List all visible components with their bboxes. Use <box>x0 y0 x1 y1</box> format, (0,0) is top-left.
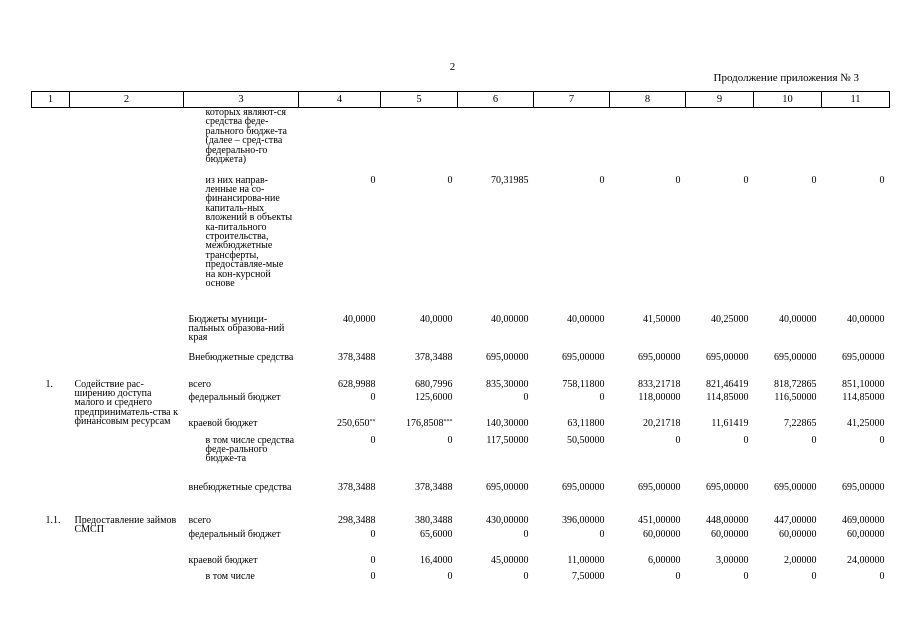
value-cell: 16,4000 <box>420 554 453 566</box>
value-cell: 835,30000 <box>486 378 529 390</box>
table-row <box>32 171 890 315</box>
value-cell: 695,00000 <box>486 481 529 493</box>
funding-source-label: всего <box>188 378 212 390</box>
value-cell: 0 <box>879 570 885 582</box>
value-cell: 7,50000 <box>572 570 605 582</box>
column-header: 8 <box>610 92 686 108</box>
value-cell: 140,30000 <box>486 417 529 429</box>
column-header: 6 <box>458 92 534 108</box>
value-cell: 24,00000 <box>847 554 885 566</box>
value-cell: 695,00000 <box>842 351 885 363</box>
value-cell: 0 <box>447 434 453 446</box>
value-cell: 380,3488 <box>415 514 453 526</box>
value-cell: 378,3488 <box>338 481 376 493</box>
value-cell: 0 <box>675 570 681 582</box>
value-cell: 114,85000 <box>842 391 885 403</box>
value-cell: 117,50000 <box>486 434 529 446</box>
value-cell: 3,00000 <box>716 554 749 566</box>
value-cell: 0 <box>675 174 681 186</box>
value-cell: 695,00000 <box>562 351 605 363</box>
funding-source-label: краевой бюджет <box>188 554 258 566</box>
value-cell: 0 <box>811 570 817 582</box>
value-cell: 60,00000 <box>711 528 749 540</box>
value-cell: 118,00000 <box>638 391 681 403</box>
row-number <box>32 171 70 315</box>
funding-source-label: в том числе <box>205 570 255 582</box>
value-cell: 41,25000 <box>847 417 885 429</box>
value-cell: 0 <box>370 391 376 403</box>
value-cell: 758,11800 <box>562 378 605 390</box>
value-text: 250,650 <box>337 417 370 429</box>
value-cell: 628,9988 <box>338 378 376 390</box>
row-title <box>70 315 184 353</box>
value-cell: 40,00000 <box>847 313 885 325</box>
value-cell: 11,00000 <box>567 554 605 566</box>
funding-source-label: внебюджетные средства <box>188 481 292 493</box>
value-cell: 65,6000 <box>420 528 453 540</box>
value-cell: 0 <box>370 174 376 186</box>
value-cell: 45,00000 <box>491 554 529 566</box>
value-cell: 695,00000 <box>774 351 817 363</box>
value-cell: 40,00000 <box>491 313 529 325</box>
value-cell: 378,3488 <box>415 481 453 493</box>
value-cell: 378,3488 <box>415 351 453 363</box>
row-title <box>70 171 184 315</box>
value-cell: 40,25000 <box>711 313 749 325</box>
value-cell: 0 <box>743 570 749 582</box>
row-title <box>70 353 184 380</box>
value-cell: 448,00000 <box>706 514 749 526</box>
value-cell: 0 <box>370 554 376 566</box>
footnote-mark: *** <box>443 418 453 425</box>
value-text: 176,8508 <box>406 417 444 429</box>
value-cell: 469,00000 <box>842 514 885 526</box>
row-number <box>32 108 70 171</box>
value-cell: 11,61419 <box>711 417 749 429</box>
value-cell: 0 <box>743 174 749 186</box>
column-header: 9 <box>686 92 754 108</box>
value-cell: 0 <box>447 570 453 582</box>
continuation-caption: Продолжение приложения № 3 <box>713 72 859 84</box>
funding-source-label: краевой бюджет <box>188 417 258 429</box>
value-cell: 0 <box>447 174 453 186</box>
value-cell: 298,3488 <box>338 514 376 526</box>
column-header: 10 <box>754 92 822 108</box>
value-cell: 821,46419 <box>706 378 749 390</box>
value-cell: 447,00000 <box>774 514 817 526</box>
value-cell: 50,50000 <box>567 434 605 446</box>
value-cell: 6,00000 <box>648 554 681 566</box>
value-cell: 70,31985 <box>491 174 529 186</box>
value-cell: 851,10000 <box>842 378 885 390</box>
value-cell: 40,00000 <box>779 313 817 325</box>
row-number <box>32 353 70 380</box>
row-number: 1.1. <box>45 514 61 526</box>
value-cell: 0 <box>370 434 376 446</box>
row-title: Содействие рас-ширению доступа малого и среднего предприниматель-ства к финансовым ресурсам <box>74 378 178 428</box>
value-cell: 40,0000 <box>420 313 453 325</box>
value-cell <box>534 108 610 171</box>
column-header: 7 <box>534 92 610 108</box>
column-header: 4 <box>299 92 381 108</box>
value-cell: 695,00000 <box>486 351 529 363</box>
value-cell: 41,50000 <box>643 313 681 325</box>
value-cell <box>381 108 458 171</box>
value-cell: 833,21718 <box>638 378 681 390</box>
value-cell: 60,00000 <box>779 528 817 540</box>
value-cell: 63,11800 <box>567 417 605 429</box>
value-cell: 0 <box>879 174 885 186</box>
table-row <box>32 380 890 393</box>
funding-source-label: которых являют-ся средства феде-рального бюдже-та (далее – сред-ства федерально-го бюджета) <box>205 107 287 166</box>
budget-table-container <box>31 91 885 584</box>
value-cell: 60,00000 <box>643 528 681 540</box>
value-cell: 680,7996 <box>415 378 453 390</box>
table-row <box>32 516 890 530</box>
value-cell: 378,3488 <box>338 351 376 363</box>
value-cell <box>754 108 822 171</box>
funding-source-label: федеральный бюджет <box>188 528 281 540</box>
value-cell: 695,00000 <box>706 351 749 363</box>
value-cell <box>299 108 381 171</box>
value-cell: 0 <box>523 391 529 403</box>
value-cell <box>686 108 754 171</box>
value-cell: 0 <box>370 570 376 582</box>
table-row <box>32 108 890 171</box>
value-cell: 2,00000 <box>784 554 817 566</box>
value-cell: 695,00000 <box>706 481 749 493</box>
value-cell: 0 <box>370 528 376 540</box>
value-cell: 0 <box>675 434 681 446</box>
value-cell: 695,00000 <box>638 481 681 493</box>
table-body <box>32 108 890 584</box>
budget-table <box>31 91 890 584</box>
value-cell: 695,00000 <box>774 481 817 493</box>
value-cell: 0 <box>523 528 529 540</box>
value-cell: 125,6000 <box>415 391 453 403</box>
value-cell: 114,85000 <box>706 391 749 403</box>
column-header: 2 <box>70 92 184 108</box>
funding-source-label: всего <box>188 514 212 526</box>
value-cell <box>822 108 890 171</box>
value-cell: 116,50000 <box>774 391 817 403</box>
value-cell: 20,21718 <box>643 417 681 429</box>
funding-source-label: из них направ-ленные на со-финансирова-ние капиталь-ных вложений в объекты ка-питального строительства, межбюджетные трансферты, предоставляе-мые на кон-курсной основе <box>205 174 293 289</box>
page-number: 2 <box>449 61 456 73</box>
row-number <box>32 315 70 353</box>
value-cell <box>458 108 534 171</box>
column-header: 3 <box>184 92 299 108</box>
value-cell: 695,00000 <box>638 351 681 363</box>
table-row <box>32 315 890 353</box>
value-cell: 396,00000 <box>562 514 605 526</box>
column-number-row <box>32 92 890 108</box>
value-cell: 0 <box>743 434 749 446</box>
value-cell: 430,00000 <box>486 514 529 526</box>
value-cell: 60,00000 <box>847 528 885 540</box>
value-cell: 0 <box>811 174 817 186</box>
value-cell: 0 <box>811 434 817 446</box>
row-title: Предоставление займов СМСП <box>74 514 177 535</box>
column-header: 11 <box>822 92 890 108</box>
value-cell <box>299 419 381 436</box>
footnote-mark: ** <box>369 418 376 425</box>
value-cell: 7,22865 <box>784 417 817 429</box>
value-cell: 0 <box>879 434 885 446</box>
funding-source-label: Бюджеты муници-пальных образова-ний края <box>188 313 285 344</box>
table-row <box>32 353 890 380</box>
funding-source-label: в том числе средства феде-рального бюдже-та <box>205 434 295 465</box>
value-cell: 0 <box>523 570 529 582</box>
table-header <box>32 92 890 108</box>
value-cell: 0 <box>599 528 605 540</box>
value-cell: 40,0000 <box>343 313 376 325</box>
value-cell: 818,72865 <box>774 378 817 390</box>
column-header: 5 <box>381 92 458 108</box>
value-cell: 40,00000 <box>567 313 605 325</box>
value-cell: 0 <box>599 391 605 403</box>
value-cell: 695,00000 <box>562 481 605 493</box>
funding-source-label: Внебюджетные средства <box>188 351 294 363</box>
value-cell: 695,00000 <box>842 481 885 493</box>
column-header: 1 <box>32 92 70 108</box>
value-cell: 0 <box>599 174 605 186</box>
row-number: 1. <box>45 378 53 390</box>
value-cell <box>381 419 458 436</box>
funding-source-label: федеральный бюджет <box>188 391 281 403</box>
row-title <box>70 108 184 171</box>
value-cell: 451,00000 <box>638 514 681 526</box>
value-cell <box>610 108 686 171</box>
